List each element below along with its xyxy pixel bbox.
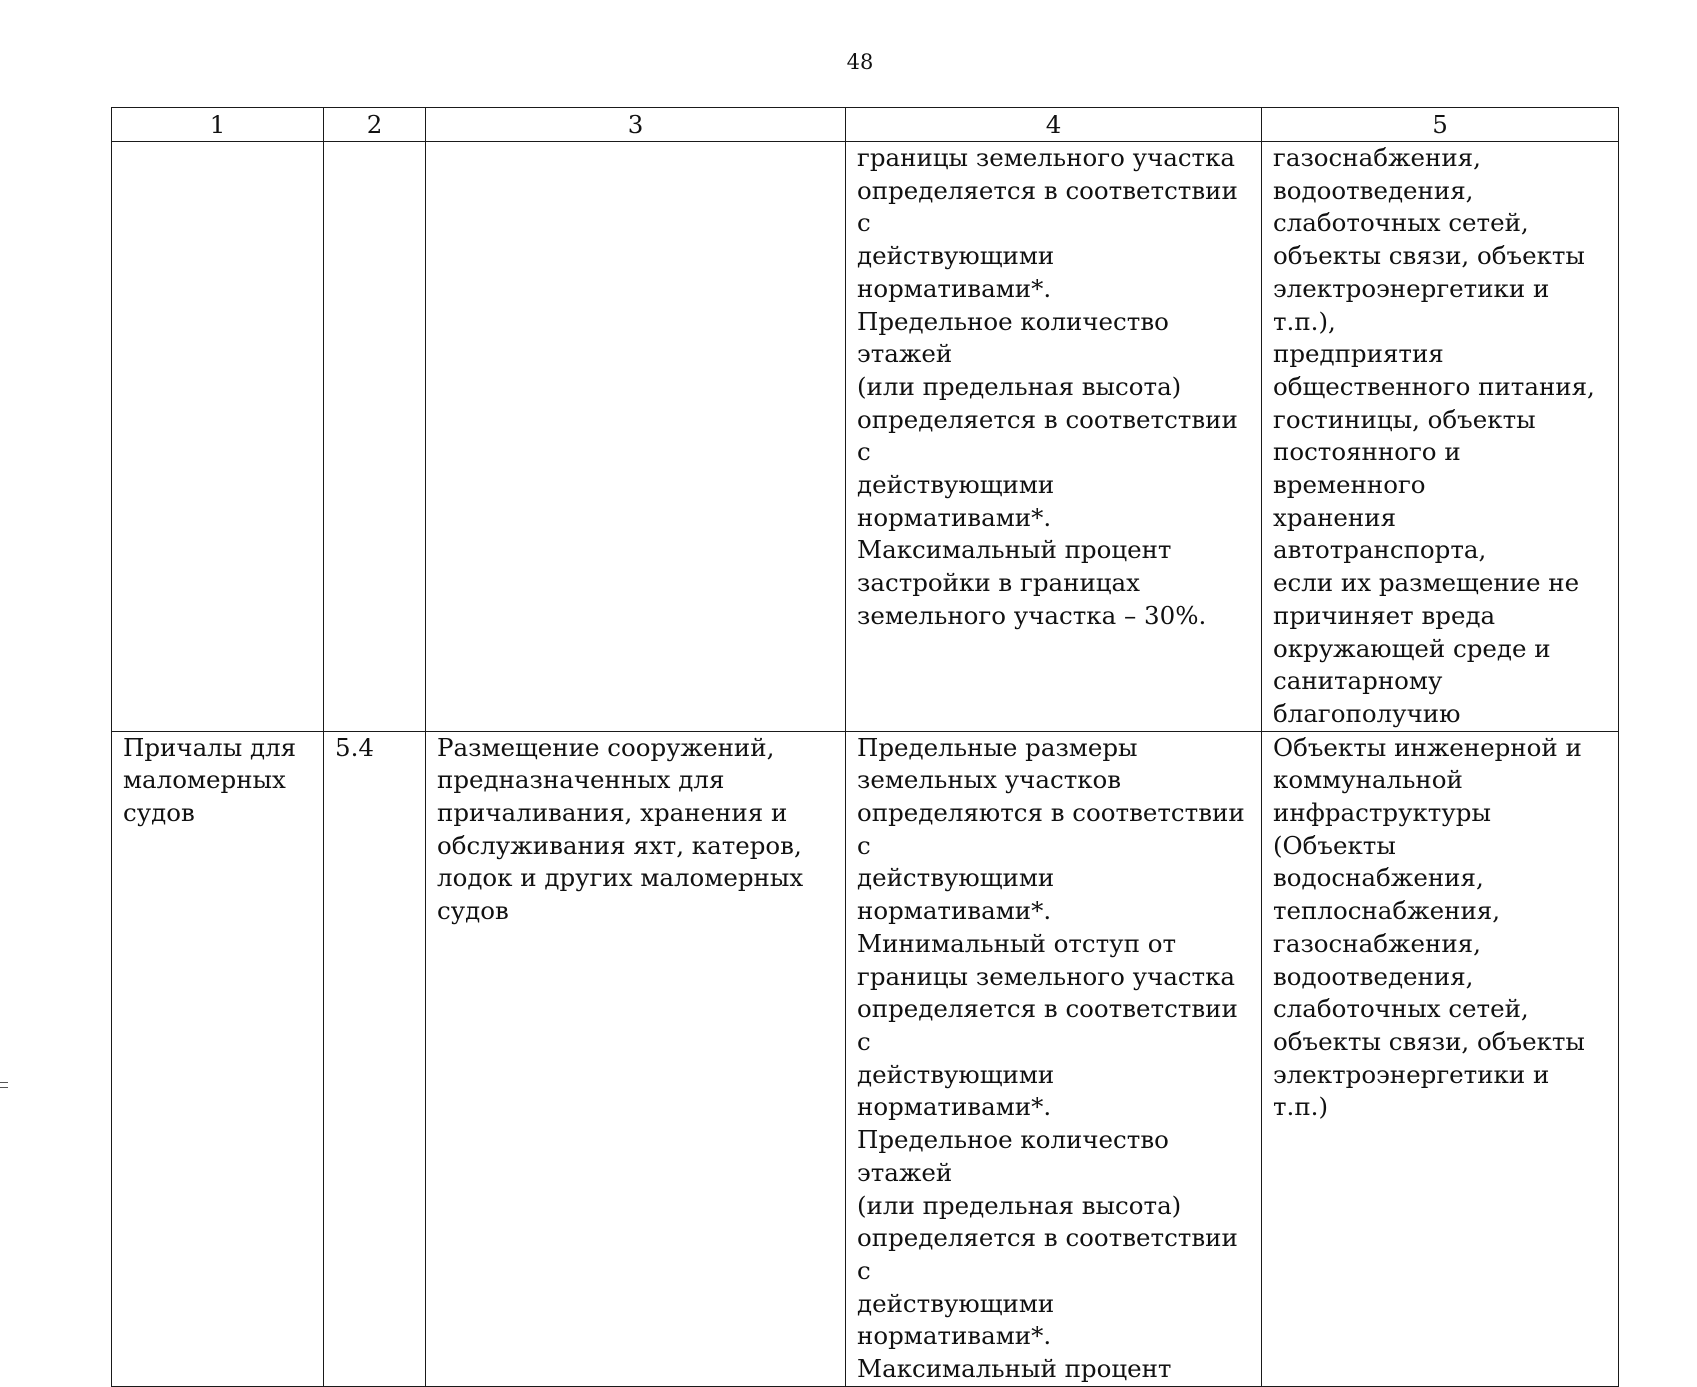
cell-code (324, 142, 426, 732)
cell-text: Размещение сооружений, предназначенных для причаливания, хранения и обслуживания яхт, катеров, лодок и других маломерных судов (437, 732, 804, 926)
cell-parameters (846, 142, 1262, 732)
header-row (112, 108, 1619, 142)
column-header-5: 5 (1262, 108, 1619, 142)
cell-text: границы земельного участка определяется в соответствии с действующими нормативами*. Предельное количество этажей (или предельная высота) определяется в соответствии с действующими нормативами*. Максимальный процент застройки в границах земельного участка – 30%. (857, 143, 1238, 630)
cell-description (426, 142, 846, 732)
cell-text: Причалы для маломерных судов (123, 732, 297, 828)
cell-auxiliary-uses (1262, 731, 1619, 1386)
column-header-2: 2 (324, 108, 426, 142)
cell-text: газоснабжения, водоотведения, слаботочных сетей, объекты связи, объекты электроэнергетики и т.п.), предприятия общественного питания, гостиницы, объекты постоянного и временного хранения автотранспорта, если их размещение не причиняет вреда окружающей среде и санитарному благополучию (1273, 143, 1595, 728)
table-row (112, 142, 1619, 732)
column-header-1: 1 (112, 108, 324, 142)
cell-code (324, 731, 426, 1386)
cell-use-name (112, 731, 324, 1386)
column-header-4: 4 (846, 108, 1262, 142)
cell-text: 5.4 (335, 732, 374, 762)
cell-text: Предельные размеры земельных участков определяются в соответствии с действующими нормативами*. Минимальный отступ от границы земельного участка определяется в соответствии с действующими нормативами*. Предельное количество этажей (или предельная высота) определяется в соответствии с действующими нормативами*. Максимальный процент (857, 732, 1245, 1384)
cell-parameters (846, 731, 1262, 1386)
cell-use-name (112, 142, 324, 732)
page-number: 48 (846, 50, 874, 74)
table-row (112, 731, 1619, 1386)
land-use-table (111, 107, 1619, 1387)
cell-text: Объекты инженерной и коммунальной инфраструктуры (Объекты водоснабжения, теплоснабжения, газоснабжения, водоотведения, слаботочных сетей, объекты связи, объекты электроэнергетики и т.п.) (1273, 732, 1585, 1122)
scan-edge-mark (0, 1082, 8, 1088)
column-header-3: 3 (426, 108, 846, 142)
cell-description (426, 731, 846, 1386)
cell-auxiliary-uses (1262, 142, 1619, 732)
